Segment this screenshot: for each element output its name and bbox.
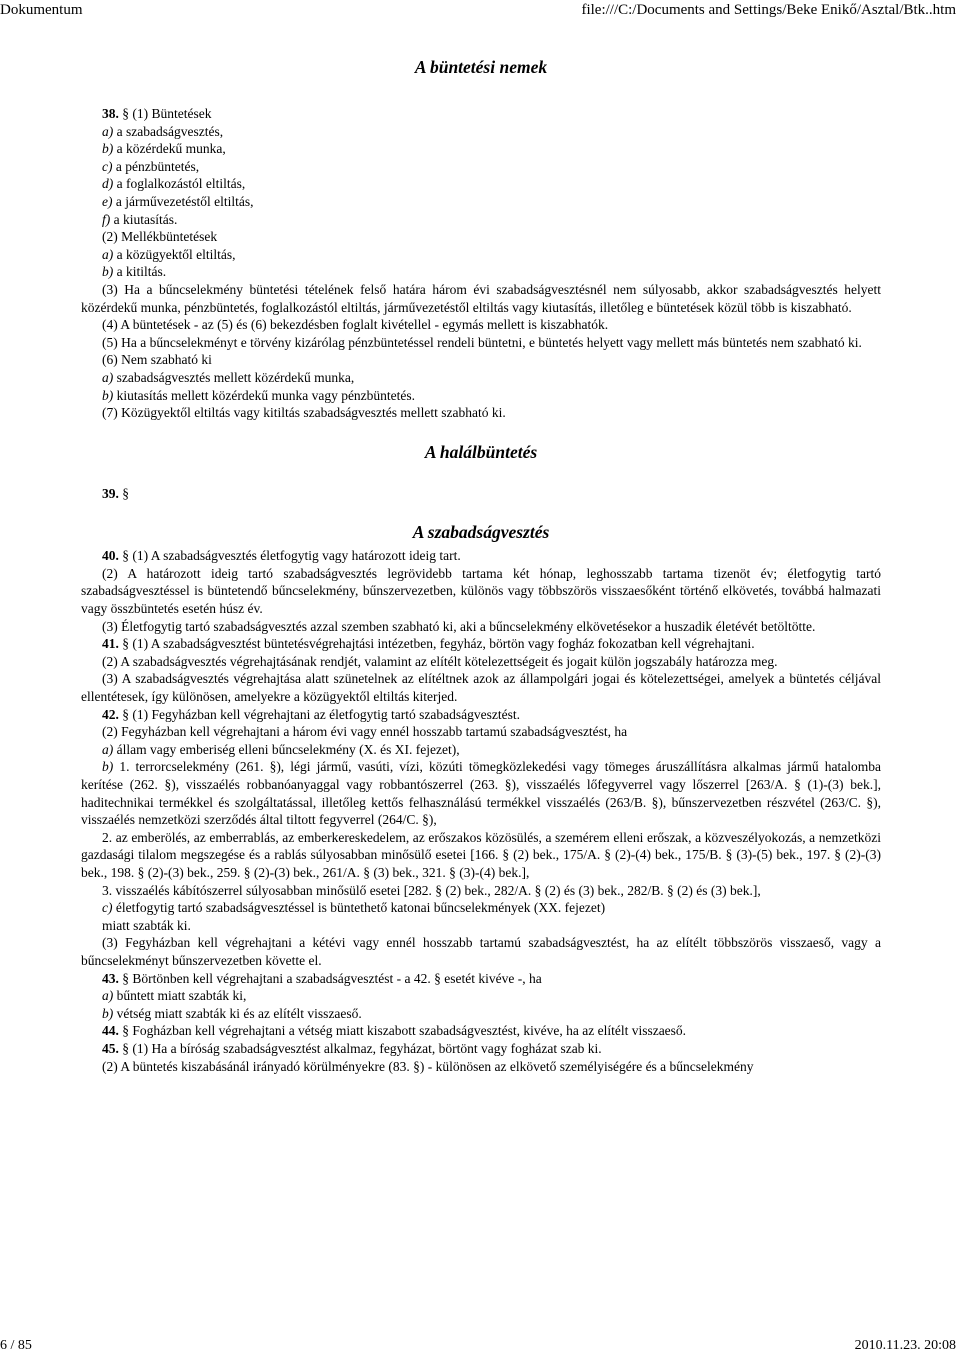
browser-print-footer [0,1338,960,1356]
section-sign: § [122,485,129,501]
paragraph-45: 45. § (1) Ha a bíróság szabadságvesztést alkalmaz, fegyházat, börtönt vagy fogházat szab ki. (2) A büntetés kiszabásánál irányadó körülményekre (83. §) - különösen az elkövető személyiségére és a bűncselekmény [102,1040,754,1074]
section-title-buntetesi-nemek: A büntetési nemek [414,57,548,77]
paragraph-44: 44. § Fogházban kell végrehajtani a vétség miatt kiszabott szabadságvesztést, kivéve, ha az elítélt visszaeső. [102,1023,687,1039]
print-datetime: 2010.11.23. 20:08 [854,1338,956,1353]
header-document-label: Dokumentum [0,2,83,18]
paragraph-38: 38. § (1) Büntetések a) a szabadságvesztés, b) a közérdekű munka, c) a pénzbüntetés, d) a foglalkozástól eltiltás, e) a járművezetéstől eltiltás, f) a kiutasítás. (2) Mellékbüntetések a) a közügyektől eltiltás, b) a kitiltás. (3) Ha a bűncselekmény büntetési tételének felső határa három évi szabadságvesztésnél nem súlyosabb, akkor szabadságvesztés helyett közérdekű munka, pénzbüntetés, foglalkozástól eltiltás, járművezetéstől eltiltás vagy kiutasítás, illetőleg e büntetések közül több is kiszabható. (4) A büntetések - az (5) és (6) bekezdésben foglalt kivétellel - egymás mellett is kiszabhatók. (5) Ha a bűncselekményt e törvény kizárólag pénzbüntetéssel rendeli büntetni, e büntetés helyett vagy mellett más büntetés nem szabható ki. (6) Nem szabható ki a) szabadságvesztés mellett közérdekű munka, b) kiutasítás mellett közérdekű munka vagy pénzbüntetés. (7) Közügyektől eltiltás vagy kitiltás szabadságvesztés mellett szabható ki. [81,106,881,421]
paragraph-42: 42. § (1) Fegyházban kell végrehajtani az életfogytig tartó szabadságvesztést. (2) Fegyházban kell végrehajtani a három évi vagy ennél hosszabb tartamú szabadságvesztést, ha a) állam vagy emberiség elleni bűncselekmény (X. és XI. fejezet), b) 1. terrorcselekmény (261. §), légi jármű, vasúti, vízi, közúti tömegközlekedési vagy tömeges áruszállításra alkalmas jármű hatalomba kerítése (262. §), visszaélés robbanóanyaggal vagy robbantószerrel (263. §), visszaélés lőfegyverrel vagy lőszerrel [263/A. § (1)-(3) bek.], haditechnikai termékkel és szolgáltatással, illetőleg kettős felhasználású termékkel visszaélés (263/B. §), bűnszervezetben részvétel (263/C. §), visszaélés nemzetközi szerződés által tiltott fegyverrel (264/C. §), 2. az emberölés, az emberrablás, az emberkereskedelem, az erőszakos közösülés, a szemérem elleni erőszak, a közveszélyokozás, a nemzetközi gazdasági tilalom megszegése és a rablás súlyosabban minősülő esetei [166. § (2) bek., 175/A. § (2)-(4) bek., 175/B. § (3)-(5) bek., 197. § (2)-(3) bek., 198. § (2)-(3) bek., 259. § (2)-(3) bek., 261/A. § (3) bek., 321. § (3)-(4) bek.], 3. visszaélés kábítószerrel súlyosabban minősülő esetei [282. § (2) bek., 282/A. § (2) és (3) bek., 282/B. § (2) és (3) bek.], c) életfogytig tartó szabadságvesztéssel is büntethető katonai bűncselekmények (XX. fejezet) miatt szabták ki. (3) Fegyházban kell végrehajtani a kétévi vagy ennél hosszabb tartamú szabadságvesztést, ha az elítélt többszörös visszaeső, vagy a bűncselekményt bűnszervezetben követte el. [81,706,881,968]
browser-print-header [0,2,960,22]
paragraph-43: 43. § Börtönben kell végrehajtani a szabadságvesztést - a 42. § esetét kivéve -, ha a) bűntett miatt szabták ki, b) vétség miatt szabták ki és az elítélt visszaeső. [102,970,542,1021]
header-file-path: file:///C:/Documents and Settings/Beke Enikő/Asztal/Btk..htm [581,2,956,18]
document-body [81,56,881,1075]
paragraph-39: 39. § [102,485,129,501]
section-title-halalbuntetes: A halálbüntetés [424,441,538,462]
paragraph-40: 40. § (1) A szabadságvesztés életfogytig vagy határozott ideig tart. (2) A határozott ideig tartó szabadságvesztés legrövidebb tartama két hónap, leghosszabb tartama tizenöt év; életfogytig tartó szabadságvesztéssel is büntetendő bűncselekmény, bűnszervezetben, különös vagy többszörös visszaesőként történő elkövetés, továbbá halmazati vagy összbüntetés esetén húsz év. (3) Életfogytig tartó szabadságvesztés azzal szemben szabható ki, aki a bűncselekmény elkövetésekor a huszadik életévét betöltötte. [81,548,881,634]
page-counter: 6 / 85 [0,1338,32,1353]
paragraph-41: 41. § (1) A szabadságvesztést büntetésvégrehajtási intézetben, fegyház, börtön vagy fogház fokozatban kell végrehajtani. (2) A szabadságvesztés végrehajtásának rendjét, valamint az elítélt kötelezettségeit és jogait külön jogszabály határozza meg. (3) A szabadságvesztés végrehajtása alatt szünetelnek az elítéltnek azok az állampolgári jogai és kötelezettségei, amelyek a büntetés céljával ellentétesek, így különösen, amelyekre a közügyektől eltiltás kiterjed. [81,636,881,705]
paragraph-number: 38. [102,106,119,121]
section-title-szabadsagvesztes: A szabadságvesztés [412,522,550,543]
section-sign: § [122,106,129,121]
